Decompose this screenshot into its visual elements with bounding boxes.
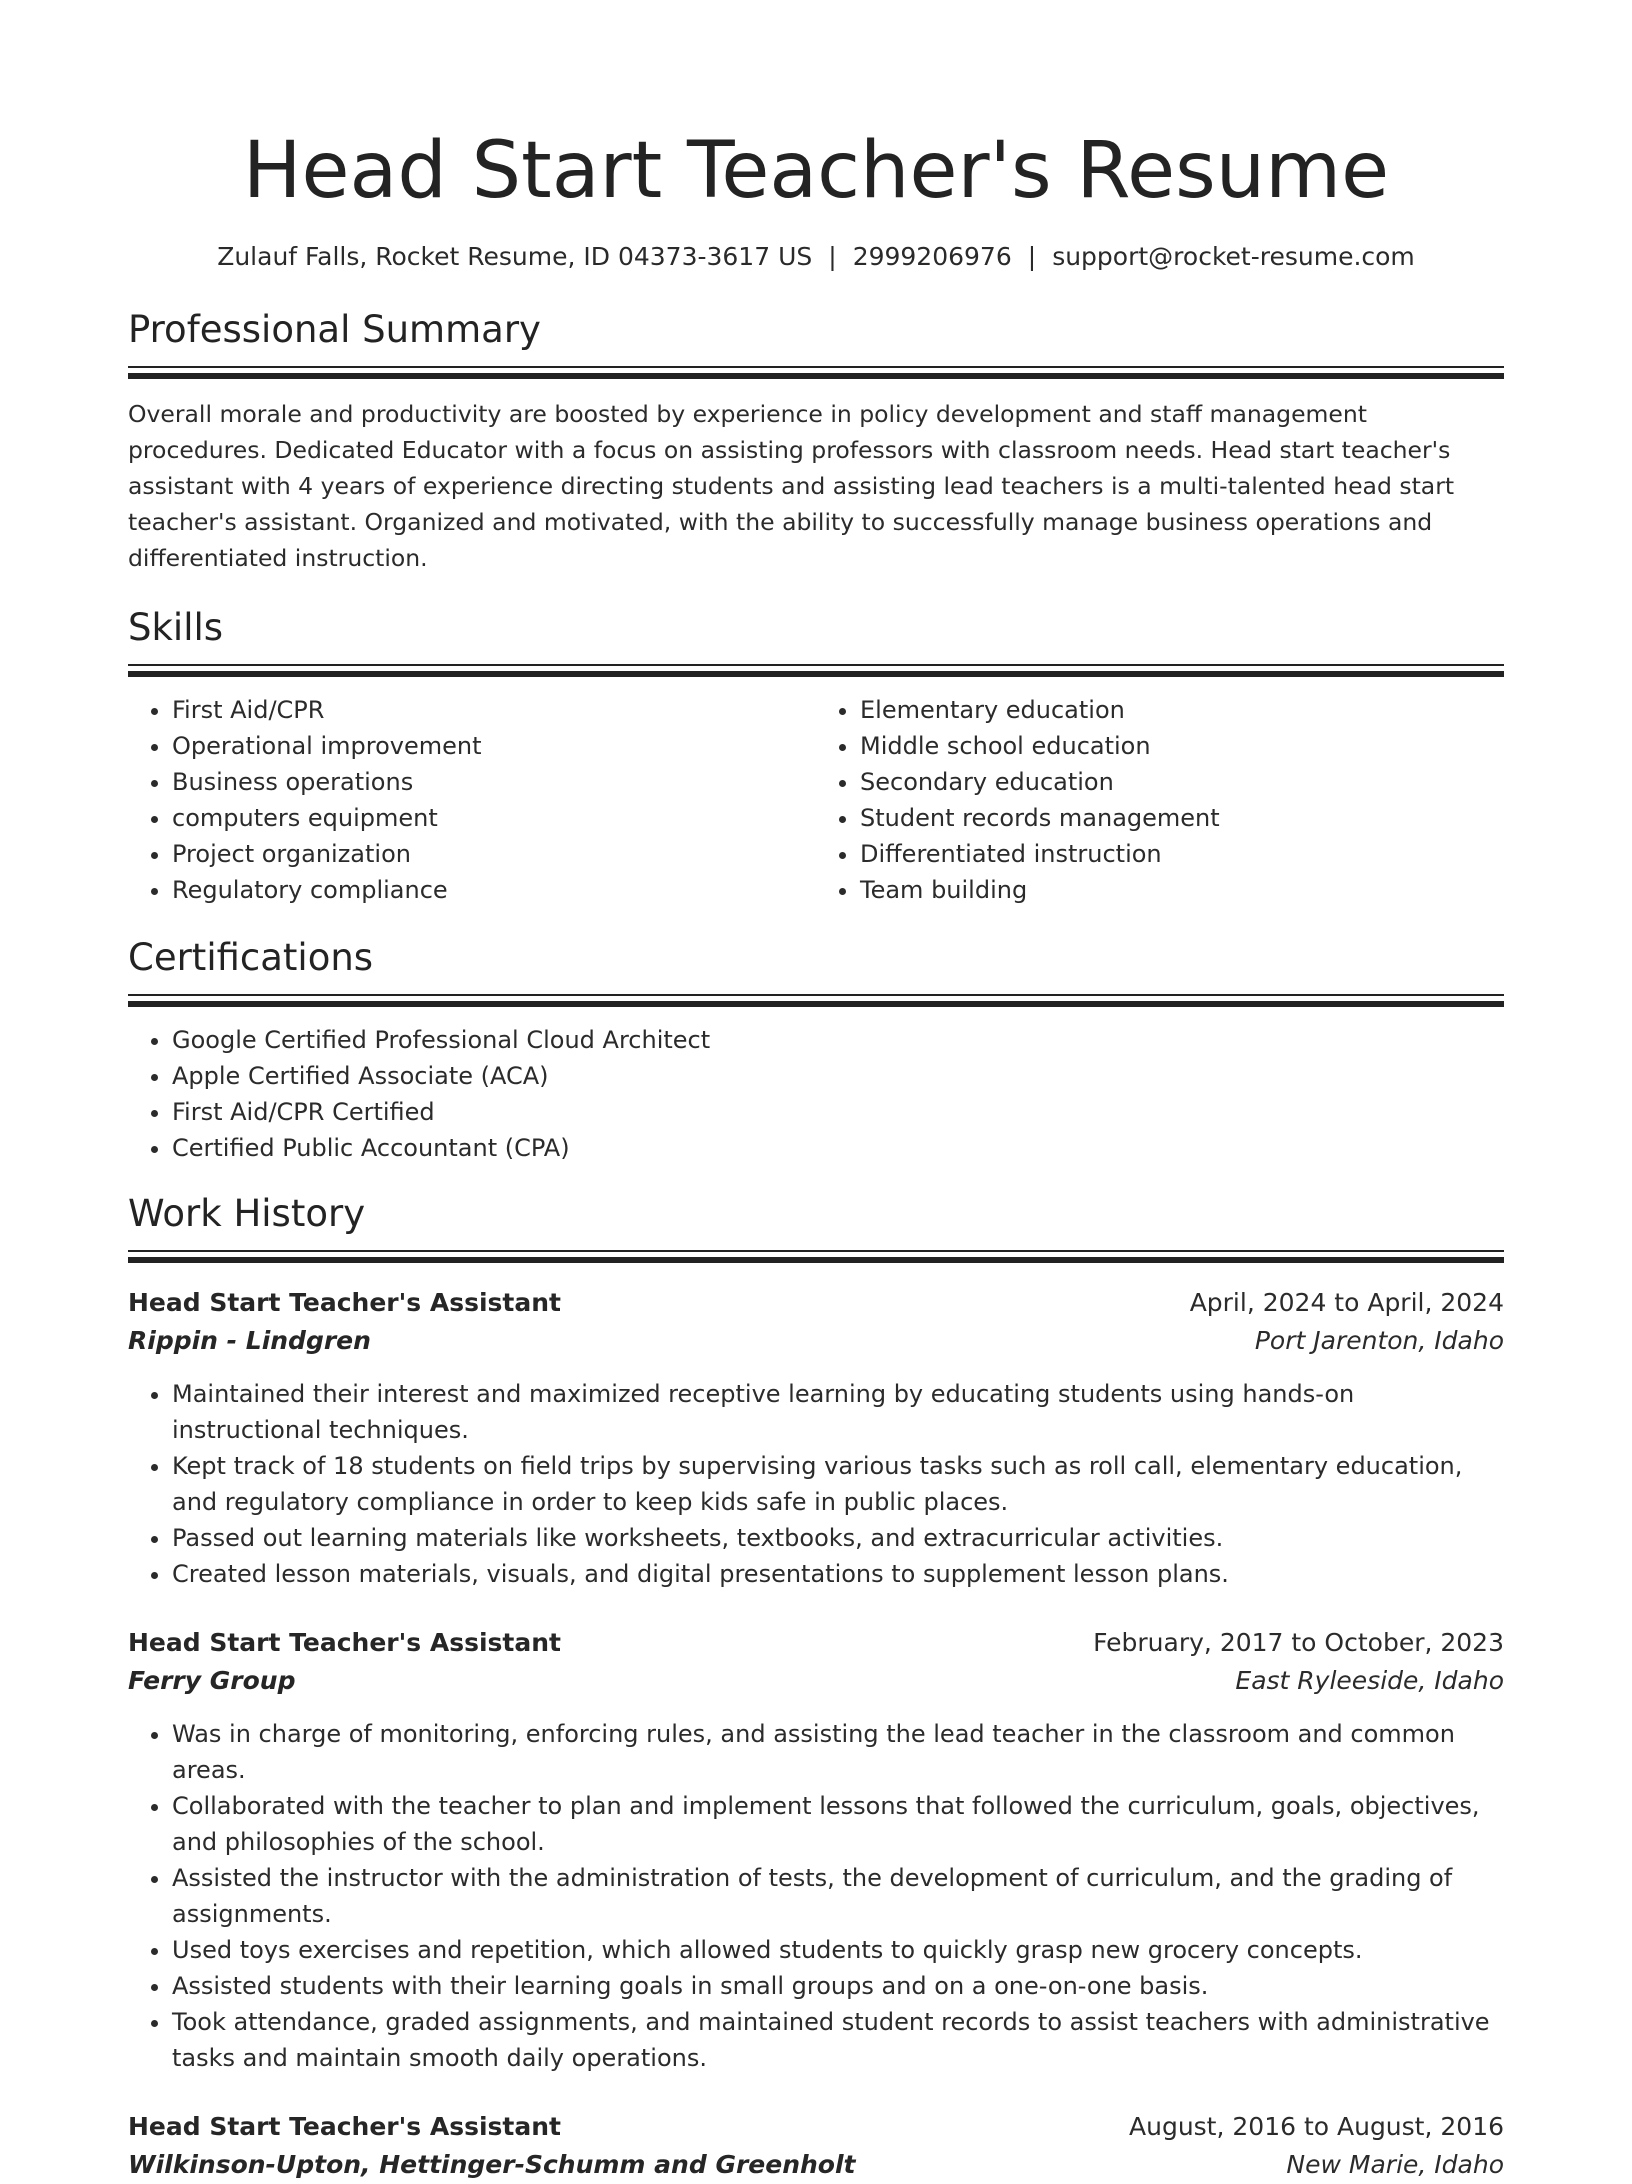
list-item: • First Aid/CPR [172,692,816,728]
section-divider [128,994,1504,1008]
section-title-summary: Professional Summary [128,308,541,351]
job-location: New Marie, Idaho [1286,2150,1504,2179]
certifications-section [128,936,1504,1166]
list-item: • computers equipment [172,800,816,836]
list-item: • Created lesson materials, visuals, and digital presentations to supplement lesson plans. [172,1556,1504,1592]
skills-section [128,606,1504,908]
skills-columns [128,692,1504,908]
job-entry [128,1624,1504,2076]
list-item: • Assisted students with their learning goals in small groups and on a one-on-one basis. [172,1968,1504,2004]
job-entry [128,1284,1504,1592]
job-entry [128,2108,1504,2184]
job-location: East Ryleeside, Idaho [1235,1666,1504,1695]
list-item: • Was in charge of monitoring, enforcing rules, and assisting the lead teacher in the classroom and common areas. [172,1716,1504,1788]
list-item: • Maintained their interest and maximized receptive learning by educating students using hands-on instructional techniques. [172,1376,1504,1448]
job-dates: February, 2017 to October, 2023 [1093,1628,1504,1657]
job-dates: August, 2016 to August, 2016 [1129,2112,1504,2141]
list-item: • Team building [860,872,1504,908]
section-divider [128,1250,1504,1264]
separator: | [1027,242,1037,271]
separator: | [828,242,837,271]
list-item: • First Aid/CPR Certified [172,1094,1504,1130]
section-title-skills: Skills [128,606,224,649]
job-location: Port Jarenton, Idaho [1254,1326,1504,1355]
job-company: Wilkinson-Upton, Hettinger-Schumm and Greenholt [128,2150,856,2179]
job-company: Rippin - Lindgren [128,1326,371,1355]
list-item: • Operational improvement [172,728,816,764]
job-title: Head Start Teacher's Assistant [128,1628,561,1657]
section-title-work-history: Work History [128,1192,366,1235]
job-title: Head Start Teacher's Assistant [128,2112,561,2141]
list-item: • Passed out learning materials like worksheets, textbooks, and extracurricular activities. [172,1520,1504,1556]
list-item: • Differentiated instruction [860,836,1504,872]
job-dates: April, 2024 to April, 2024 [1189,1288,1504,1317]
list-item: • Student records management [860,800,1504,836]
job-bullets [128,1376,1504,1592]
contact-line [128,242,1504,272]
list-item: • Google Certified Professional Cloud Architect [172,1022,1504,1058]
list-item: • Secondary education [860,764,1504,800]
section-divider [128,366,1504,380]
list-item: • Certified Public Accountant (CPA) [172,1130,1504,1166]
list-item: • Elementary education [860,692,1504,728]
section-title-certifications: Certifications [128,936,374,979]
list-item: • Middle school education [860,728,1504,764]
job-title: Head Start Teacher's Assistant [128,1288,561,1317]
list-item: • Regulatory compliance [172,872,816,908]
list-item: • Kept track of 18 students on field trips by supervising various tasks such as roll call, elementary education, and regulatory compliance in order to keep kids safe in public places. [172,1448,1504,1520]
summary-section [128,308,1504,576]
email: support@rocket-resume.com [1052,242,1415,271]
work-history-section [128,1192,1504,2184]
address: Zulauf Falls, Rocket Resume, ID 04373-3617 US [217,242,813,271]
skills-list-left [128,692,816,908]
summary-text: Overall morale and productivity are boosted by experience in policy development and staff management procedures. Dedicated Educator with a focus on assisting professors with classroom needs. Head start teacher's assistant with 4 years of experience directing students and assisting lead teachers is a multi-talented head start teacher's assistant. Organized and motivated, with the ability to successfully manage business operations and differentiated instruction. [128,400,1455,572]
section-divider [128,664,1504,678]
list-item: • Collaborated with the teacher to plan and implement lessons that followed the curriculum, goals, objectives, and philosophies of the school. [172,1788,1504,1860]
certifications-list [128,1022,1504,1166]
resume-title: Head Start Teacher's Resume [242,126,1390,216]
phone: 2999206976 [852,242,1012,271]
skills-list-right [816,692,1504,908]
list-item: • Used toys exercises and repetition, which allowed students to quickly grasp new grocery concepts. [172,1932,1504,1968]
job-bullets [128,1716,1504,2076]
resume-page [128,0,1504,2184]
list-item: • Project organization [172,836,816,872]
list-item: • Apple Certified Associate (ACA) [172,1058,1504,1094]
list-item: • Took attendance, graded assignments, and maintained student records to assist teachers with administrative tasks and maintain smooth daily operations. [172,2004,1504,2076]
list-item: • Assisted the instructor with the administration of tests, the development of curriculum, and the grading of assignments. [172,1860,1504,1932]
job-company: Ferry Group [128,1666,296,1695]
list-item: • Business operations [172,764,816,800]
